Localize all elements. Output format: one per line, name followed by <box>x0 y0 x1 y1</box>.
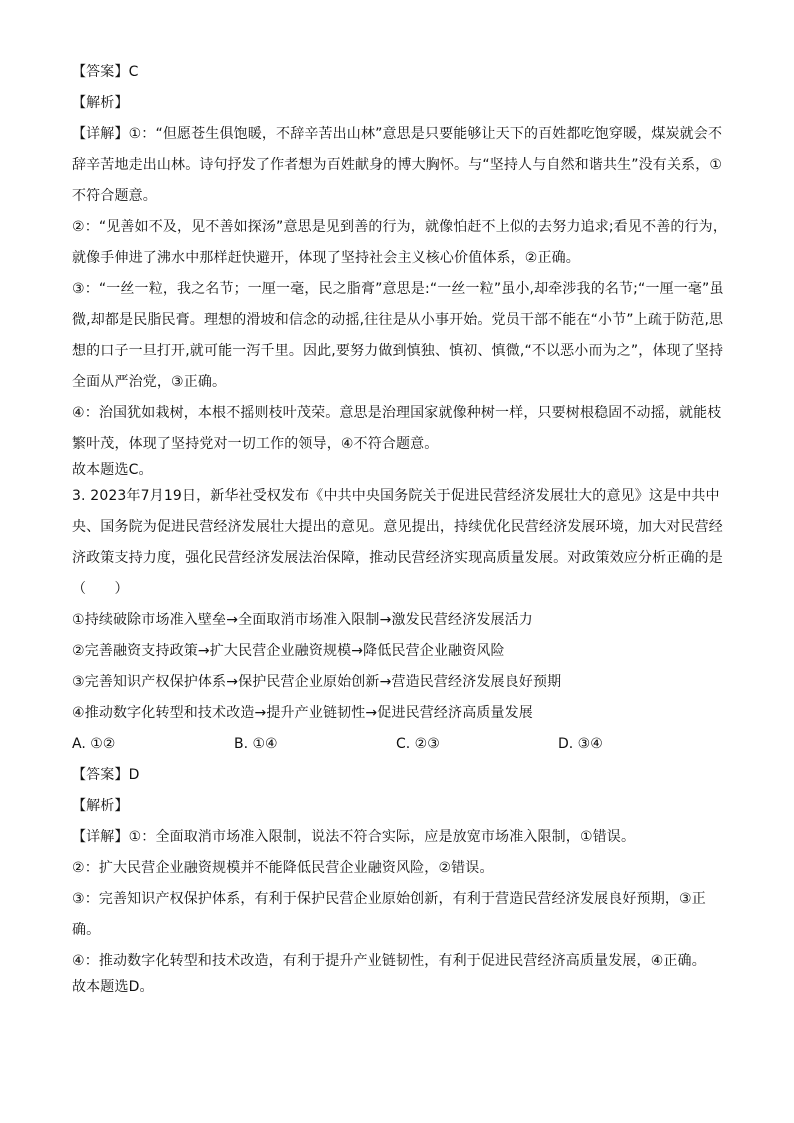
q2-detail-line: 微,却都是民脂民膏。理想的滑坡和信念的动摇,往往是从小事开始。党员干部不能在“小节”上疏于防范,思 <box>72 312 724 328</box>
q3-stem-blank: （ ） <box>72 581 129 597</box>
document-page <box>72 62 727 1003</box>
option-b: B. ①④ <box>234 736 278 752</box>
q2-detail-line: 繁叶茂，体现了坚持党对一切工作的领导，④不符合题意。 <box>72 436 439 452</box>
q2-detail-line: 就像手伸进了沸水中那样赶快避开，体现了坚持社会主义核心价值体系，②正确。 <box>72 250 580 266</box>
q2-detail-line: ②：“见善如不及，见不善如探汤”意思是见到善的行为，就像怕赶不上似的去努力追求;看见不善的行为， <box>72 219 727 235</box>
q3-detail-line: ④：推动数字化转型和技术改造，有利于提升产业链韧性，有利于促进民营经济高质量发展，④正确。 <box>72 953 706 969</box>
q3-stem-line: 济政策支持力度，强化民营经济发展法治保障，推动民营经济实现高质量发展。对政策效应分析正确的是 <box>72 550 723 566</box>
q3-stem-line: 3. 2023年7月19日，新华社受权发布《中共中央国务院关于促进民营经济发展壮大的意见》这是中共中 <box>72 488 720 504</box>
q2-detail-line: ③：“一丝一粒，我之名节；一厘一毫，民之脂膏”意思是:“一丝一粒”虽小,却牵涉我的名节;“一厘一毫”虽 <box>72 281 724 297</box>
q3-options <box>72 734 722 765</box>
q3-answer: 【答案】D <box>72 767 140 783</box>
q3-item-4: ④推动数字化转型和技术改造→提升产业链韧性→促进民营经济高质量发展 <box>72 705 533 721</box>
q2-conclusion: 故本题选C。 <box>72 462 153 478</box>
q3-detail-line: ②：扩大民营企业融资规模并不能降低民营企业融资风险，②错误。 <box>72 860 494 876</box>
q2-detail-line: 辞辛苦地走出山林。诗句抒发了作者想为百姓献身的博大胸怀。与“坚持人与自然和谐共生”没有关系，① <box>72 157 723 173</box>
option-a: A. ①② <box>72 736 116 752</box>
q3-analysis-heading: 【解析】 <box>72 798 129 814</box>
q3-item-3: ③完善知识产权保护体系→保护民营企业原始创新→营造民营经济发展良好预期 <box>72 674 562 690</box>
option-c: C. ②③ <box>396 736 440 752</box>
q3-detail-line: 【详解】①：全面取消市场准入限制，说法不符合实际，应是放宽市场准入限制，①错误。 <box>72 829 636 845</box>
q3-conclusion: 故本题选D。 <box>72 979 154 995</box>
q3-item-1: ①持续破除市场准入壁垒→全面取消市场准入限制→激发民营经济发展活力 <box>72 612 533 628</box>
q3-detail-line: 确。 <box>72 922 101 938</box>
q2-detail-line: 【详解】①：“但愿苍生俱饱暖，不辞辛苦出山林”意思是只要能够让天下的百姓都吃饱穿暖，煤炭就会不 <box>72 126 723 142</box>
q3-stem-line: 央、国务院为促进民营经济发展壮大提出的意见。意见提出，持续优化民营经济发展环境，加大对民营经 <box>72 519 723 535</box>
q2-detail-line: 不符合题意。 <box>72 188 157 204</box>
q2-detail-line: ④：治国犹如栽树，本根不摇则枝叶茂荣。意思是治理国家就像种树一样，只要树根稳固不动摇，就能枝 <box>72 405 722 421</box>
q2-detail-line: 想的口子一旦打开,就可能一泻千里。因此,要努力做到慎独、慎初、慎微,“不以恶小而为之”，体现了坚持 <box>72 343 724 359</box>
q2-analysis-heading: 【解析】 <box>72 95 129 111</box>
q3-item-2: ②完善融资支持政策→扩大民营企业融资规模→降低民营企业融资风险 <box>72 643 505 659</box>
q2-detail-line: 全面从严治党，③正确。 <box>72 374 227 390</box>
option-d: D. ③④ <box>558 736 603 752</box>
q3-detail-line: ③：完善知识产权保护体系，有利于保护民营企业原始创新，有利于营造民营经济发展良好预期，③正 <box>72 891 706 907</box>
q2-answer: 【答案】C <box>72 64 139 80</box>
